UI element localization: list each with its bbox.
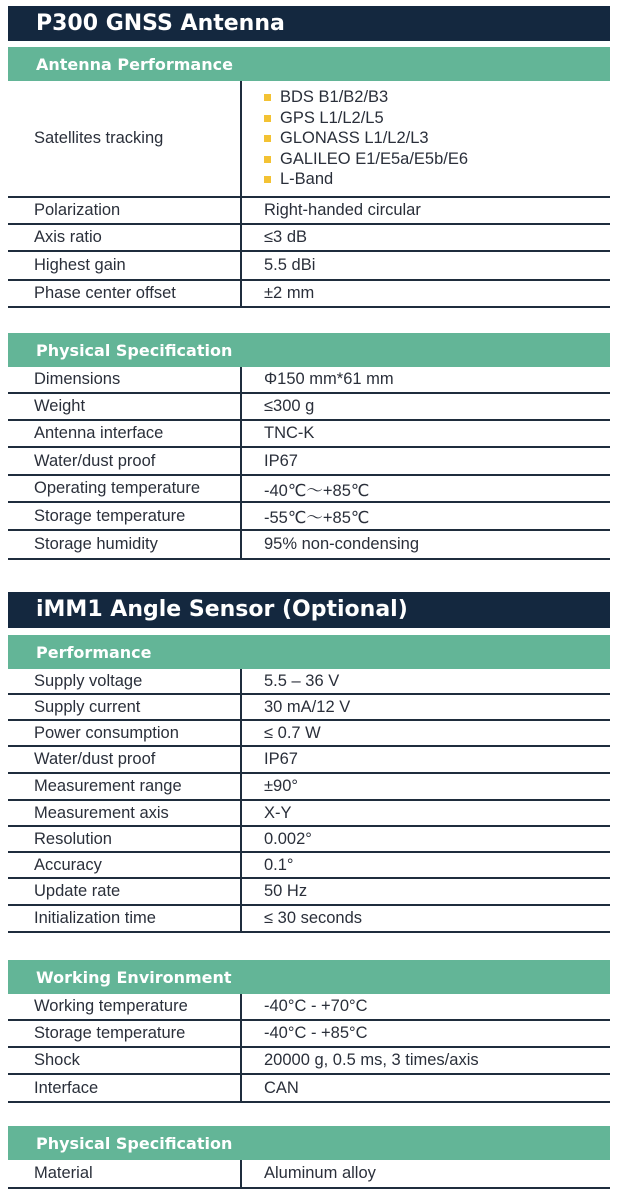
table-row: Measurement axis X-Y: [8, 801, 610, 827]
table-row: Interface CAN: [8, 1075, 610, 1103]
table-row: Operating temperature -40℃～+85℃: [8, 476, 610, 503]
table-row: Measurement range ±90°: [8, 774, 610, 801]
list-item: BDS B1/B2/B3: [264, 87, 388, 108]
list-item: L-Band: [264, 169, 333, 190]
sensor-environment-header: Working Environment: [8, 960, 610, 994]
antenna-title: P300 GNSS Antenna: [8, 6, 610, 41]
bullet-square-icon: [264, 94, 271, 101]
table-row: Shock 20000 g, 0.5 ms, 3 times/axis: [8, 1048, 610, 1075]
table-row: Storage temperature -40°C - +85°C: [8, 1021, 610, 1048]
table-row: Phase center offset ±2 mm: [8, 281, 610, 308]
sensor-performance-header: Performance: [8, 635, 610, 669]
table-row: Highest gain 5.5 dBi: [8, 252, 610, 281]
bullet-square-icon: [264, 176, 271, 183]
table-row: Water/dust proof IP67: [8, 747, 610, 774]
table-row: Working temperature -40°C - +70°C: [8, 994, 610, 1021]
bullet-square-icon: [264, 156, 271, 163]
table-row: Dimensions Φ150 mm*61 mm: [8, 367, 610, 394]
list-item: GLONASS L1/L2/L3: [264, 128, 429, 149]
table-row: Antenna interface TNC-K: [8, 421, 610, 448]
satellites-list: [240, 81, 610, 196]
satellites-label: Satellites tracking: [34, 129, 164, 147]
table-row: Supply voltage 5.5 – 36 V: [8, 669, 610, 695]
bullet-square-icon: [264, 135, 271, 142]
antenna-performance-header: Antenna Performance: [8, 47, 610, 81]
bullet-square-icon: [264, 115, 271, 122]
list-item: GALILEO E1/E5a/E5b/E6: [264, 149, 468, 170]
sensor-title: iMM1 Angle Sensor (Optional): [8, 592, 610, 628]
table-row: Initialization time ≤ 30 seconds: [8, 906, 610, 933]
antenna-physical-header: Physical Specification: [8, 333, 610, 367]
table-row: Resolution 0.002°: [8, 827, 610, 853]
table-row: Polarization Right-handed circular: [8, 198, 610, 225]
table-row: Power consumption ≤ 0.7 W: [8, 721, 610, 747]
table-row: Storage humidity 95% non-condensing: [8, 531, 610, 560]
table-row: Accuracy 0.1°: [8, 853, 610, 879]
table-row: Storage temperature -55℃～+85℃: [8, 503, 610, 531]
table-row: Axis ratio ≤3 dB: [8, 225, 610, 252]
sensor-physical-header: Physical Specification: [8, 1126, 610, 1160]
table-row: Material Aluminum alloy: [8, 1160, 610, 1189]
table-row: Supply current 30 mA/12 V: [8, 695, 610, 721]
satellites-row: [8, 81, 610, 198]
table-row: Weight ≤300 g: [8, 394, 610, 421]
table-row: Update rate 50 Hz: [8, 879, 610, 906]
table-row: Water/dust proof IP67: [8, 448, 610, 476]
list-item: GPS L1/L2/L5: [264, 108, 384, 129]
